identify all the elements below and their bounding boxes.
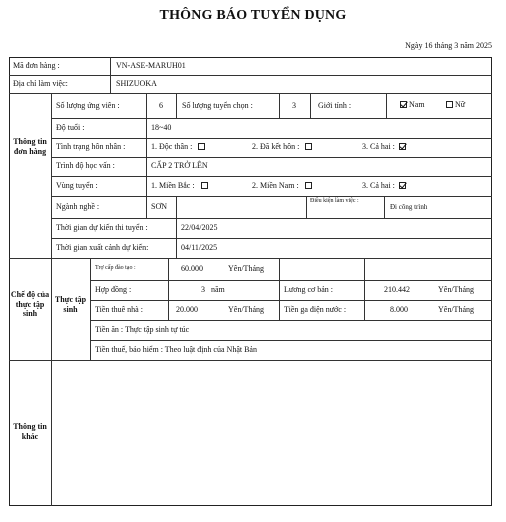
marital-single-text: 1. Độc thân : [151, 142, 193, 151]
checkbox-north[interactable] [201, 182, 208, 189]
checkbox-male[interactable] [400, 101, 407, 108]
row-divider [51, 157, 492, 158]
row-divider [90, 340, 492, 341]
row-divider [51, 176, 492, 177]
row-divider [9, 75, 492, 76]
intern-sub-label: Thực tập sinh [54, 295, 87, 314]
basic-salary-value: 210.442 [384, 285, 410, 294]
col-divider [168, 258, 169, 320]
job-label: Ngành nghề : [56, 202, 100, 211]
marital-married-text: 2. Đã kết hôn : [252, 142, 300, 151]
row-divider [51, 218, 492, 219]
selected-count-label: Số lượng tuyển chọn : [182, 101, 253, 110]
job-value: SƠN [151, 202, 168, 211]
region-label: Vùng tuyển : [56, 181, 98, 190]
marital-opt-both[interactable] [362, 142, 408, 152]
region-opt-both[interactable] [362, 181, 408, 191]
basic-salary-label: Lương cơ bản : [284, 285, 334, 294]
issue-date: Ngày 16 tháng 3 năm 2025 [405, 41, 492, 50]
gender-female-option[interactable] [444, 100, 465, 110]
basic-salary-unit: Yên/Tháng [438, 285, 474, 294]
marital-opt-single[interactable] [151, 142, 207, 152]
region-south-text: 2. Miền Nam : [252, 181, 299, 190]
col-divider [176, 218, 177, 258]
departure-time-value: 04/11/2025 [181, 243, 218, 252]
gender-male-option[interactable] [398, 100, 425, 110]
meals-note: Tiền ăn : Thực tập sinh tự túc [95, 325, 190, 334]
gender-label: Giới tính : [318, 101, 352, 110]
row-divider [51, 138, 492, 139]
utilities-unit: Yên/Tháng [438, 305, 474, 314]
utilities-value: 8.000 [390, 305, 408, 314]
marital-opt-married[interactable] [252, 142, 314, 152]
col-divider [146, 93, 147, 218]
checkbox-married[interactable] [305, 143, 312, 150]
order-info-section-label: Thông tin đơn hàng [13, 137, 47, 156]
col-divider [279, 258, 280, 320]
departure-time-label: Thời gian xuất cảnh dự kiến: [56, 243, 149, 252]
col-divider [310, 93, 311, 118]
tax-insurance-note: Tiền thuế, bảo hiểm : Theo luật định của Nhật Bản [95, 345, 257, 354]
col-divider [306, 196, 307, 218]
exam-time-label: Thời gian dự kiến thi tuyển : [56, 223, 148, 232]
row-divider [51, 238, 492, 239]
col-divider [90, 258, 91, 360]
work-conditions-value: Đi công trình [390, 203, 428, 211]
checkbox-south[interactable] [305, 182, 312, 189]
gender-male-text: Nam [409, 100, 425, 109]
rent-unit: Yên/Tháng [228, 305, 264, 314]
col-divider [110, 57, 111, 93]
education-value: CẤP 2 TRỞ LÊN [151, 161, 208, 170]
checkbox-region-both[interactable] [399, 182, 406, 189]
training-allowance-label: Trợ cấp đào tạo : [95, 265, 136, 271]
other-info-area[interactable] [52, 361, 491, 505]
checkbox-marital-both[interactable] [399, 143, 406, 150]
col-divider [279, 93, 280, 118]
row-divider [51, 118, 492, 119]
gender-female-text: Nữ [455, 100, 466, 109]
col-divider [176, 93, 177, 118]
candidates-label: Số lượng ứng viên : [56, 101, 120, 110]
training-allowance-value: 60.000 [181, 264, 203, 273]
rent-value: 20.000 [176, 305, 198, 314]
checkbox-single[interactable] [198, 143, 205, 150]
marital-label: Tình trạng hôn nhân : [56, 142, 126, 151]
candidates-value: 6 [159, 101, 163, 110]
region-north-text: 1. Miền Bắc : [151, 181, 195, 190]
education-label: Trình độ học vấn : [56, 161, 115, 170]
row-divider [90, 300, 492, 301]
row-divider [90, 320, 492, 321]
page-title: THÔNG BÁO TUYỂN DỤNG [159, 8, 347, 23]
row-divider [51, 196, 492, 197]
col-divider [384, 196, 385, 218]
region-opt-north[interactable] [151, 181, 210, 191]
intern-benefits-section-label: Chế độ của thực tập sinh [10, 290, 50, 318]
age-label: Độ tuổi : [56, 123, 85, 132]
col-divider [364, 258, 365, 320]
age-value: 18~40 [151, 123, 172, 132]
order-code-label: Mã đơn hàng : [13, 61, 60, 70]
col-divider [386, 93, 387, 118]
selected-count-value: 3 [292, 101, 296, 110]
region-both-text: 3. Cả hai : [362, 181, 395, 190]
row-divider [90, 280, 492, 281]
other-info-section-label: Thông tin khác [13, 422, 47, 441]
exam-time-value: 22/04/2025 [181, 223, 218, 232]
col-divider [176, 196, 177, 218]
contract-label: Hợp đồng : [95, 285, 132, 294]
work-conditions-label: Điều kiện làm việc : [310, 198, 359, 204]
workplace-value: SHIZUOKA [116, 79, 157, 88]
rent-label: Tiền thuê nhà : [95, 305, 143, 314]
row-divider [9, 93, 492, 94]
marital-both-text: 3. Cả hai : [362, 142, 395, 151]
training-allowance-unit: Yên/Tháng [228, 264, 264, 273]
checkbox-female[interactable] [446, 101, 453, 108]
region-opt-south[interactable] [252, 181, 314, 191]
row-divider [9, 258, 492, 259]
contract-value: 3 năm [201, 285, 225, 294]
workplace-label: Địa chỉ làm việc: [13, 79, 68, 88]
order-code-value: VN-ASE-MARUH01 [116, 61, 186, 70]
utilities-label: Tiền ga điện nước : [284, 305, 347, 314]
